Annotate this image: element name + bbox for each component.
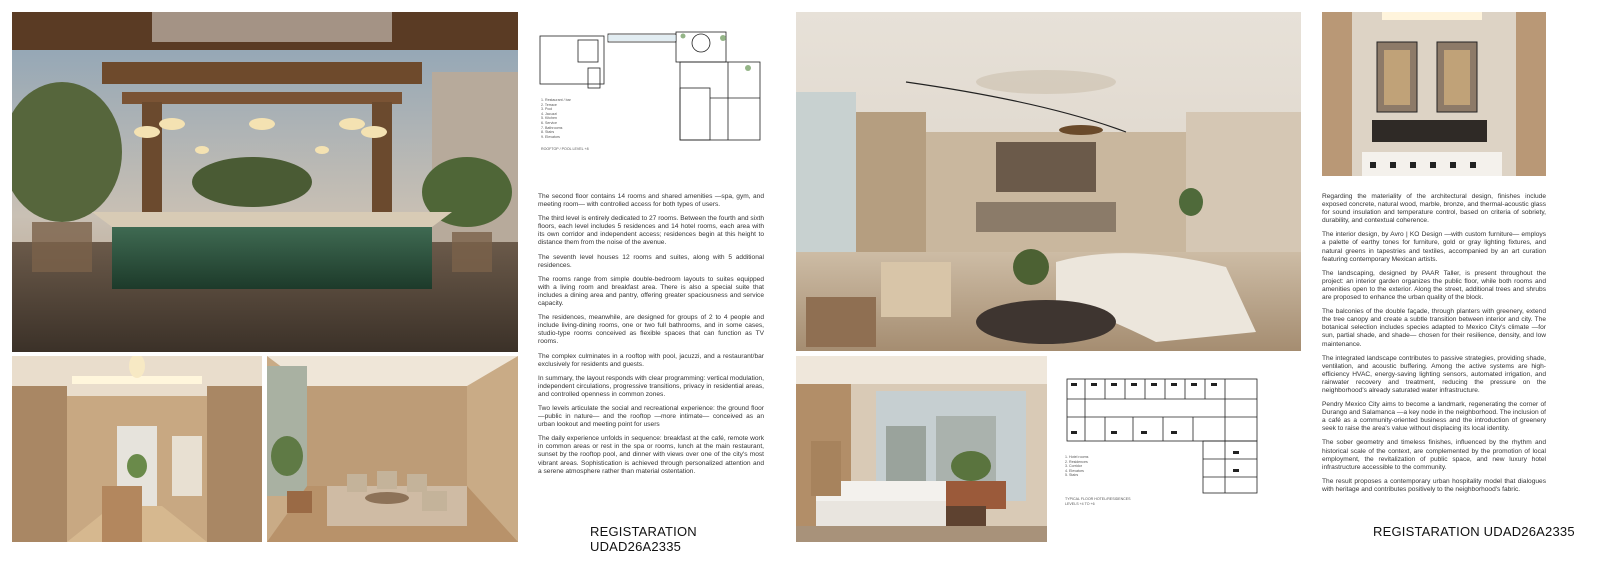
registration-label: REGISTARATION UDAD26A2335 <box>590 524 697 554</box>
left-text-column <box>538 193 764 482</box>
typical-floor-plan <box>1063 373 1287 497</box>
paragraph: The integrated landscape contributes to passive strategies, providing shade, ventilation, and acoustic buffering. Among the active systems are high-efficiency HVAC, energy-saving lighting sensors, automated irrigation, and rainwater recovery and treatment, reducing the pressure on the neighborhood's already saturated water infrastructure. <box>1322 354 1546 394</box>
paragraph: In summary, the layout responds with clear programming: vertical modulation, independent circulations, progressive transitions, privacy in residential areas, and controlled openness in common zones. <box>538 374 764 398</box>
plan-legend-item: 3. Pool <box>541 107 553 112</box>
rooftop-plan-legend <box>541 98 571 139</box>
plan-legend-item: 7. Bathrooms <box>541 125 563 130</box>
paragraph: Regarding the materiality of the architectural design, finishes include exposed concrete, natural wood, marble, bronze, and thermal-acoustic glass for sound insulation and temperature control, based on criteria of sobriety, durability, and contextual coherence. <box>1322 193 1546 225</box>
plan-legend-item: 5. Kitchen <box>541 116 557 121</box>
paragraph: The sober geometry and timeless finishes, influenced by the rhythm and historical scale of the context, are complemented by the promotion of local employment, the revitalization of public space, and new luxury hotel infrastructure accessible to the community. <box>1322 439 1546 471</box>
paragraph: The result proposes a contemporary urban hospitality model that dialogues with heritage and contributes positively to the neighborhood's fabric. <box>1322 477 1546 493</box>
registration-label: REGISTARATION UDAD26A2335 <box>1373 524 1575 539</box>
paragraph: The daily experience unfolds in sequence: breakfast at the café, remote work in common areas or rest in the spa or rooms, lunch at the main restaurant, sunset by the rooftop pool, and dinner with views over one of the city's most vibrant areas. Sophistication is achieved through personalized attention and a serene atmosphere rather than material ostentation. <box>538 435 764 475</box>
lounge-render <box>267 356 518 542</box>
plan-legend-item: 4. Elevators <box>1065 468 1084 473</box>
paragraph: The landscaping, designed by PAAR Taller, is present throughout the project: an interior garden organizes the public floor, while both rooms and amenities open to the exterior. Along the street, additional trees and shrubs are proposed to enhance the urban quality of the block. <box>1322 269 1546 302</box>
paragraph: The third level is entirely dedicated to 27 rooms. Between the fourth and sixth floors, each level includes 5 residences and 14 hotel rooms, each area with its own corridor and independent access; residences begin at this height to distance them from the noise of the avenue. <box>538 215 764 247</box>
rooftop-plan-title: ROOFTOP / POOL LEVEL +8 <box>541 147 589 151</box>
living-room-render <box>796 12 1301 351</box>
typical-plan-legend <box>1065 455 1088 478</box>
paragraph: The seventh level houses 12 rooms and suites, along with 5 additional residences. <box>538 253 764 269</box>
plan-legend-item: 9. Elevators <box>541 134 560 139</box>
plan-legend-item: 1. Restaurant / bar <box>541 98 571 102</box>
left-sheet <box>0 0 790 565</box>
typical-plan-title <box>1065 497 1131 506</box>
paragraph: The second floor contains 14 rooms and shared amenities —spa, gym, and meeting room— with controlled access for both types of users. <box>538 193 764 209</box>
plan-legend-item: 1. Hotel rooms <box>1065 455 1089 459</box>
plan-legend-item: 6. Service <box>541 120 557 125</box>
paragraph: The residences, meanwhile, are designed for groups of 2 to 4 people and include living-dining rooms, one or two full bathrooms, and in some cases, studio-type rooms conceived as flexible spaces that can function as TV rooms. <box>538 314 764 346</box>
paragraph: Pendry Mexico City aims to become a landmark, regenerating the corner of Durango and Salamanca —a key node in the neighborhood. The inclusion of a café as a community-oriented business and the introduction of greenery seek to raise the area's value without displacing its local identity. <box>1322 401 1546 433</box>
plan-legend-item: 2. Residences <box>1065 459 1088 464</box>
paragraph: The rooms range from simple double-bedroom layouts to suites equipped with a living room and breakfast area. There is also a special suite that includes a dining area and pantry, offering greater spaciousness and service capacity. <box>538 275 764 308</box>
rooftop-bar-render <box>12 12 518 352</box>
plan-legend-item: 8. Stairs <box>541 130 555 135</box>
walk-in-closet-render <box>12 356 262 542</box>
bedroom-render <box>796 356 1047 542</box>
rooftop-floor-plan <box>538 28 764 143</box>
paragraph: Two levels articulate the social and recreational experience: the ground floor —public in nature— and the rooftop —more intimate— conceived as an urban lookout and meeting point for users <box>538 404 764 429</box>
paragraph: The balconies of the double façade, through planters with greenery, extend the tree canopy and create a subtle transition between interior and city. The botanical selection includes species adapted to Mexico City's climate —for sun, partial shade, and shade— chosen for their resilience, density, and low maintenance. <box>1322 308 1546 348</box>
paragraph: The interior design, by Avro | KO Design —with custom furniture— employs a palette of earthy tones for furniture, gold or gray lighting fixtures, and natural greens in tapestries and textiles, accompanied by an art curation featuring contemporary Mexican artists. <box>1322 231 1546 263</box>
right-sheet <box>795 0 1600 565</box>
paragraph: The complex culminates in a rooftop with pool, jacuzzi, and a restaurant/bar exclusively for residents and guests. <box>538 352 764 368</box>
right-text-column <box>1322 193 1546 500</box>
typical-plan-title-line: TYPICAL FLOOR HOTEL/RESIDENCES <box>1065 497 1131 501</box>
bathroom-render <box>1322 12 1546 176</box>
plan-legend-item: 2. Terrace <box>541 102 557 107</box>
plan-legend-item: 3. Corridor <box>1065 464 1082 469</box>
plan-legend-item: 5. Stairs <box>1065 473 1079 478</box>
plan-legend-item: 4. Jacuzzi <box>541 111 557 116</box>
typical-plan-subtitle-line: LEVELS +4 TO +6 <box>1065 501 1095 506</box>
